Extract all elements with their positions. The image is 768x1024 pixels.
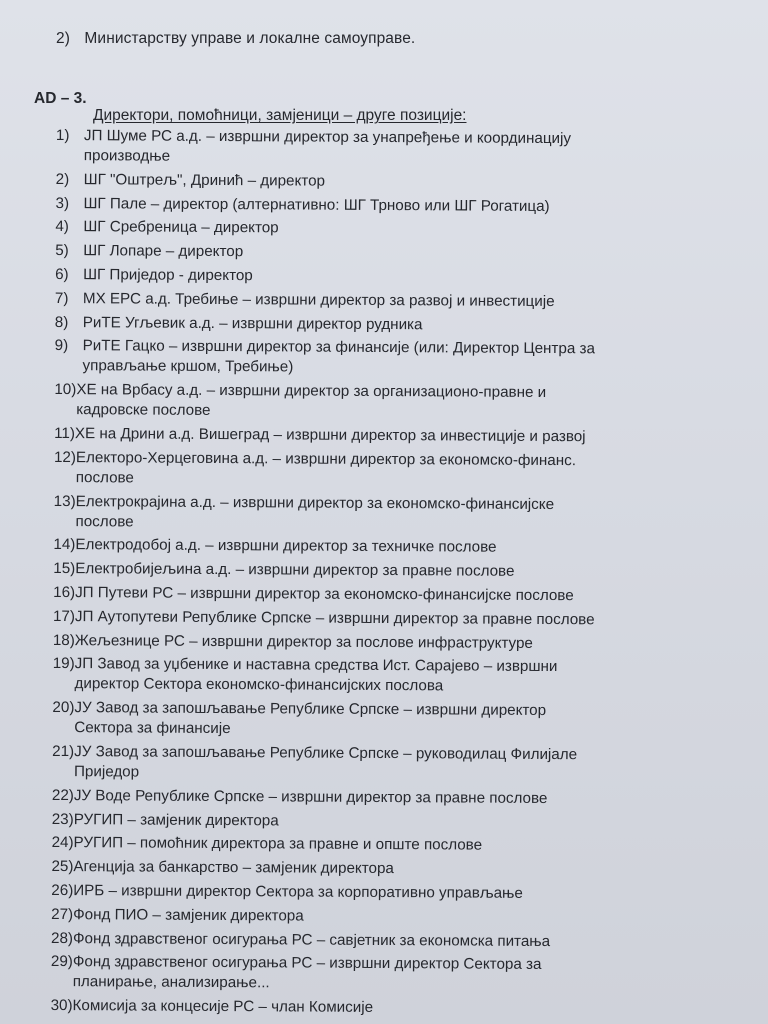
list-item-continuation: производње: [83, 147, 171, 165]
list-item-number: 1): [55, 126, 70, 145]
list-item: [54, 380, 694, 424]
list-item-number: 18): [52, 631, 75, 649]
ministry-item: [56, 30, 415, 48]
list-item-number: 17): [52, 607, 76, 625]
list-item-line: ШГ Пале – директор (алтернативно: ШГ Трново или ШГ Рогатица): [83, 194, 550, 215]
list-item-text: [75, 492, 693, 536]
list-item: [51, 857, 691, 881]
list-item-number: 28): [50, 929, 74, 947]
list-item-text: [76, 448, 694, 492]
list-item-line: ЈП Путеви РС – извршни директор за економско-финансијске послове: [75, 584, 574, 605]
list-item-number: 15): [53, 560, 76, 578]
list-item-text: [73, 881, 691, 905]
list-item-text: [83, 265, 695, 289]
list-item-continuation: Сектора за финансије: [74, 719, 231, 738]
list-item-number: 2): [55, 170, 70, 188]
list-item-line: ШГ Лопаре – директор: [83, 242, 244, 261]
list-item-number: 9): [54, 337, 69, 355]
list-item-text: [73, 929, 691, 953]
list-item-continuation: директор Сектора економско-финансијских послова: [74, 675, 444, 695]
list-item-number: 30): [50, 997, 73, 1015]
list-item: [51, 881, 691, 905]
list-item-text: [84, 126, 696, 170]
list-item-text: [83, 241, 695, 265]
list-item-text: [83, 194, 695, 218]
list-item: [51, 996, 691, 1020]
list-item-text: [75, 424, 694, 448]
list-item-number: 10): [54, 381, 77, 399]
list-item: [51, 929, 691, 953]
list-item-text: [74, 810, 692, 834]
list-item: [54, 336, 694, 380]
list-item-line: ЈП Шуме РС а.д. – извршни директор за унапређење и координацију: [83, 127, 572, 148]
list-item: [55, 241, 695, 265]
list-item-text: [74, 654, 692, 698]
list-item: [55, 265, 695, 289]
list-item: [51, 952, 691, 996]
list-item-text: [84, 170, 696, 194]
list-item-number: 20): [52, 699, 75, 717]
section-code: AD – 3.: [34, 90, 87, 107]
list-item-number: 25): [51, 858, 74, 876]
list-item-text: [83, 218, 695, 242]
list-item: [54, 492, 694, 536]
list-item-text: [74, 742, 692, 786]
list-item-number: 19): [52, 655, 75, 673]
list-item: [54, 424, 694, 448]
list-item-text: [82, 337, 694, 381]
list-item-line: ЈП Аутопутеви Републике Српске – извршни директор за правне послове: [74, 607, 595, 629]
list-item: [54, 448, 694, 492]
list-item-text: [74, 698, 692, 742]
list-item-line: ХЕ на Дрини а.д. Вишеград – извршни директор за инвестиције и развој: [74, 425, 586, 446]
list-item-number: 4): [55, 218, 69, 236]
list-item-line: ШГ Сребреница – директор: [83, 218, 279, 237]
list-item-line: ЈП Завод за уџбенике и наставна средства Ист. Сарајево – извршни: [74, 655, 558, 676]
list-item-text: [75, 583, 693, 607]
list-item-text: [75, 535, 693, 559]
list-item-number: 8): [54, 313, 69, 331]
list-item-number: 7): [54, 289, 69, 307]
list-item-number: 26): [51, 881, 74, 900]
list-item: [52, 698, 692, 742]
list-item-text: [73, 952, 691, 996]
list-item-line: Комисија за концесије РС – члан Комисије: [72, 997, 374, 1017]
list-item-line: Жељезнице РС – извршни директор за послове инфраструктуре: [74, 631, 533, 652]
list-item-line: Електробијељина а.д. – извршни директор за правне послове: [75, 560, 515, 580]
list-item-line: Фонд здравственог осигурања РС – извршни директор Сектора за: [72, 953, 542, 974]
list-item-number: 11): [54, 424, 76, 443]
list-item-line: ИРБ – извршни директор Сектора за корпоративно управљање: [73, 882, 523, 902]
list-item: [55, 194, 695, 218]
list-item-text: [75, 631, 693, 655]
positions-list: [51, 126, 696, 1024]
list-item: [53, 607, 693, 631]
list-item-text: [73, 996, 691, 1020]
list-item-text: [76, 380, 694, 424]
section-heading: Директори, помоћници, замјеници – друге позиције:: [93, 107, 467, 124]
list-item-line: ЈУ Воде Републике Српске – извршни директор за правне послове: [73, 786, 548, 807]
list-item-line: ХЕ на Врбасу а.д. – извршни директор за организационо-правне и: [76, 381, 547, 402]
ministry-item-number: 2): [56, 30, 70, 47]
list-item-line: Електрокрајина а.д. – извршни директор за економско-финансијске: [75, 492, 555, 513]
list-item-number: 14): [53, 536, 76, 554]
list-item-text: [73, 905, 691, 929]
list-item-continuation: управљање кршом, Требиње): [82, 357, 294, 376]
list-item-line: Агенција за банкарство – замјеник директора: [73, 858, 394, 878]
list-item-number: 21): [52, 742, 75, 761]
list-item: [53, 631, 693, 655]
list-item-text: [74, 786, 692, 810]
list-item-text: [83, 289, 695, 313]
list-item-line: ЈУ Завод за запошљавање Републике Српске – руководилац Филијале: [74, 743, 578, 764]
list-item-text: [83, 313, 695, 337]
list-item: [56, 126, 696, 170]
list-item: [55, 289, 695, 313]
list-item-text: [73, 857, 691, 881]
list-item-line: Електродобој а.д. – извршни директор за техничке послове: [75, 536, 497, 557]
list-item-line: РУГИП – замјеник директора: [73, 810, 279, 829]
list-item-line: ЈУ Завод за запошљавање Републике Српске – извршни директор: [74, 699, 547, 720]
list-item-number: 16): [53, 583, 76, 602]
list-item: [53, 583, 693, 607]
list-item: [51, 905, 691, 929]
list-item-line: Фонд ПИО – замјеник директора: [73, 905, 304, 925]
ministry-item-text: Министарству управе и локалне самоуправе.: [84, 30, 416, 47]
list-item-number: 29): [50, 953, 73, 971]
list-item: [55, 313, 695, 337]
list-item-line: ШГ "Оштрељ", Дринић – директор: [83, 170, 326, 190]
list-item: [52, 786, 692, 810]
list-item: [56, 170, 696, 194]
list-item-number: 3): [55, 194, 70, 212]
list-item-number: 22): [51, 786, 74, 804]
list-item-line: РиТЕ Угљевик а.д. – извршни директор рудника: [82, 313, 423, 333]
list-item: [52, 833, 692, 857]
list-item: [53, 535, 693, 559]
list-item: [53, 559, 693, 583]
list-item-continuation: кадровске послове: [76, 401, 211, 420]
list-item-line: РУГИП – помоћник директора за правне и опште послове: [73, 834, 483, 854]
list-item-number: 13): [53, 492, 76, 510]
list-item-line: Фонд здравственог осигурања РС – савјетник за економска питања: [72, 929, 551, 950]
list-item-text: [75, 559, 693, 583]
list-item-continuation: послове: [75, 468, 134, 487]
list-item-number: 27): [51, 905, 74, 923]
list-item-number: 24): [51, 834, 74, 852]
list-item: [52, 810, 692, 834]
list-item: [52, 742, 692, 786]
list-item-continuation: планирање, анализирање...: [72, 973, 270, 992]
list-item-number: 6): [55, 265, 69, 284]
list-item-number: 23): [51, 810, 74, 828]
list-item-line: Електоро-Херцеговина а.д. – извршни директор за економско-финанс.: [75, 448, 577, 469]
list-item-continuation: Приједор: [73, 763, 140, 781]
list-item: [53, 654, 693, 698]
list-item: [55, 217, 695, 241]
list-item-continuation: послове: [75, 512, 134, 531]
list-item-text: [75, 607, 693, 631]
list-item-number: 12): [53, 448, 76, 466]
list-item-line: МХ ЕРС а.д. Требиње – извршни директор за развој и инвестиције: [82, 289, 555, 310]
list-item-text: [74, 833, 692, 857]
list-item-line: РиТЕ Гацко – извршни директор за финансије (или: Директор Центра за: [82, 337, 595, 358]
list-item-line: ШГ Приједор - директор: [83, 266, 253, 285]
list-item-number: 5): [55, 242, 69, 260]
